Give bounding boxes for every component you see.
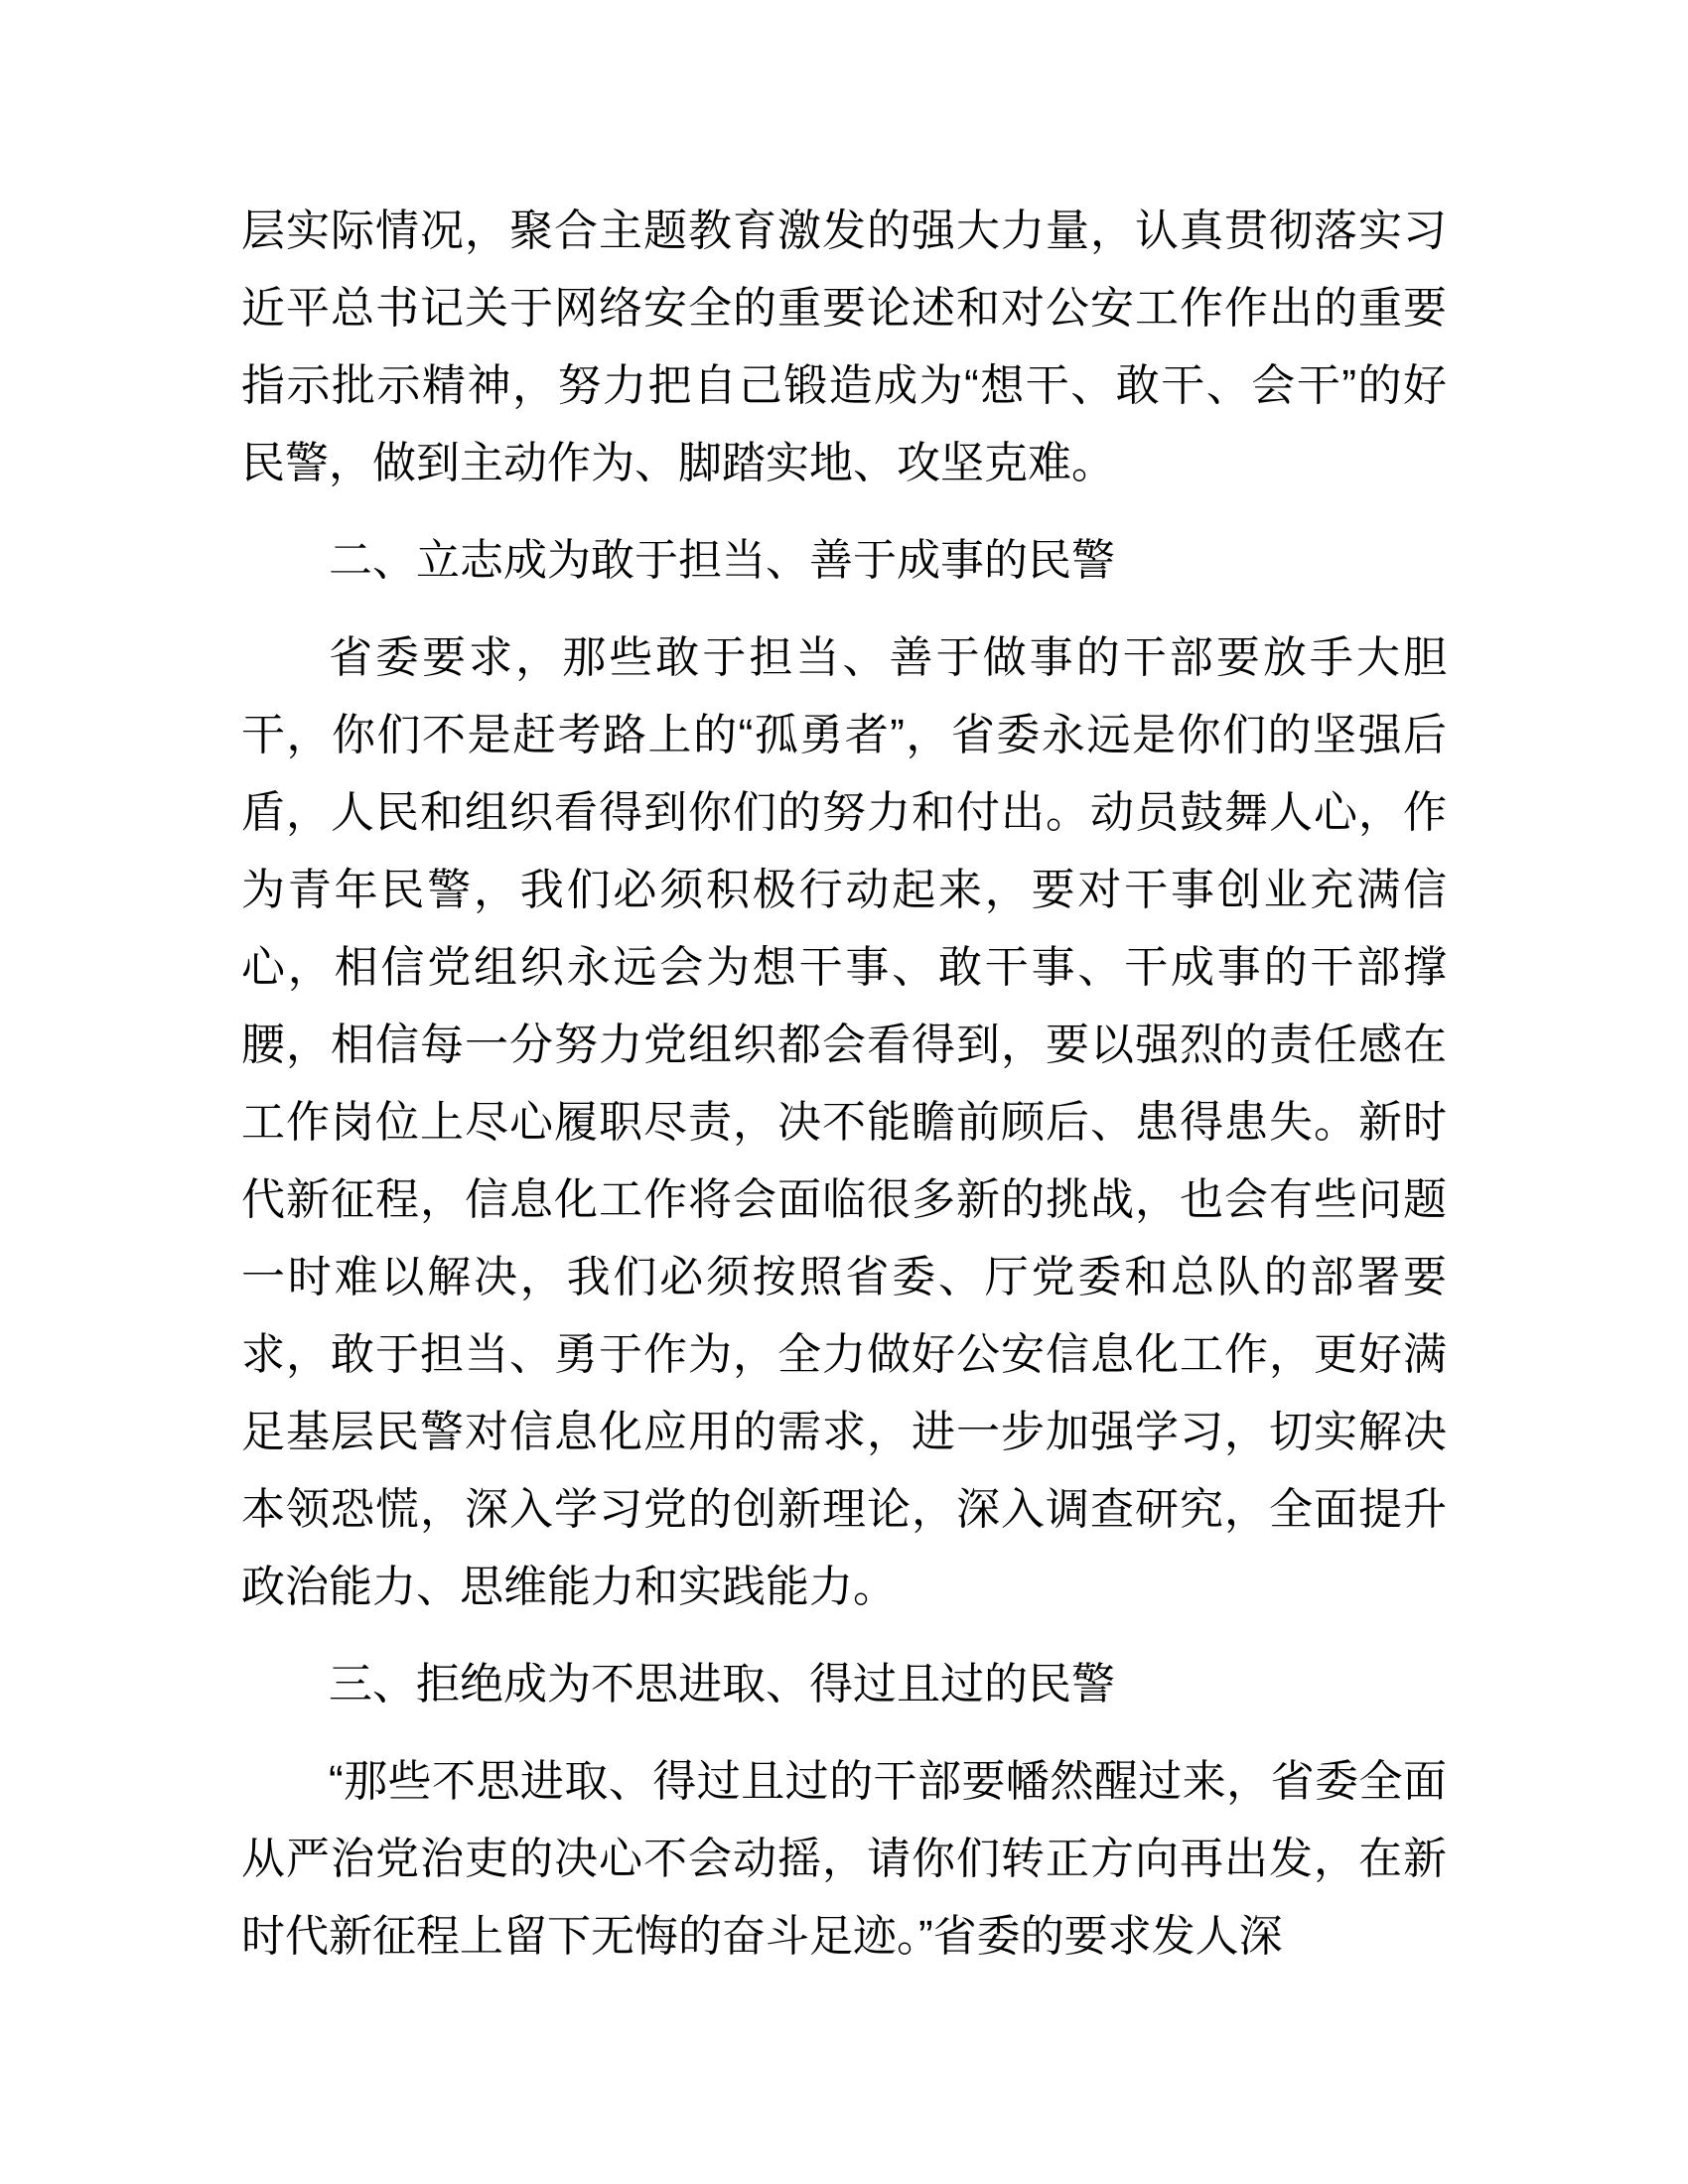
- paragraph-section-three: “那些不思进取、得过且过的干部要幡然醒过来，省委全面从严治党治吏的决心不会动摇，请你们转正方向再出发，在新时代新征程上留下无悔的奋斗足迹。”省委的要求发人深: [241, 1757, 1447, 1961]
- paragraph-continuation: 层实际情况，聚合主题教育激发的强大力量，认真贯彻落实习近平总书记关于网络安全的重要论述和对公安工作作出的重要指示批示精神，努力把自己锻造成为“想干、敢干、会干”的好民警，做到主动作为、脚踏实地、攻坚克难。: [241, 206, 1447, 487]
- paragraph-section-two: 省委要求，那些敢于担当、善于做事的干部要放手大胆干，你们不是赶考路上的“孤勇者”，省委永远是你们的坚强后盾，人民和组织看得到你们的努力和付出。动员鼓舞人心，作为青年民警，我们必须积极行动起来，要对干事创业充满信心，相信党组织永远会为想干事、敢干事、干成事的干部撑腰，相信每一分努力党组织都会看得到，要以强烈的责任感在工作岗位上尽心履职尽责，决不能瞻前顾后、患得患失。新时代新征程，信息化工作将会面临很多新的挑战，也会有些问题一时难以解决，我们必须按照省委、厅党委和总队的部署要求，敢于担当、勇于作为，全力做好公安信息化工作，更好满足基层民警对信息化应用的需求，进一步加强学习，切实解决本领恐慌，深入学习党的创新理论，深入调查研究，全面提升政治能力、思维能力和实践能力。: [241, 633, 1447, 1611]
- section-heading-two: 二、立志成为敢于担当、善于成事的民警: [329, 536, 1115, 585]
- document-text-block: [241, 193, 1447, 1976]
- section-heading-three: 三、拒绝成为不思进取、得过且过的民警: [329, 1660, 1115, 1708]
